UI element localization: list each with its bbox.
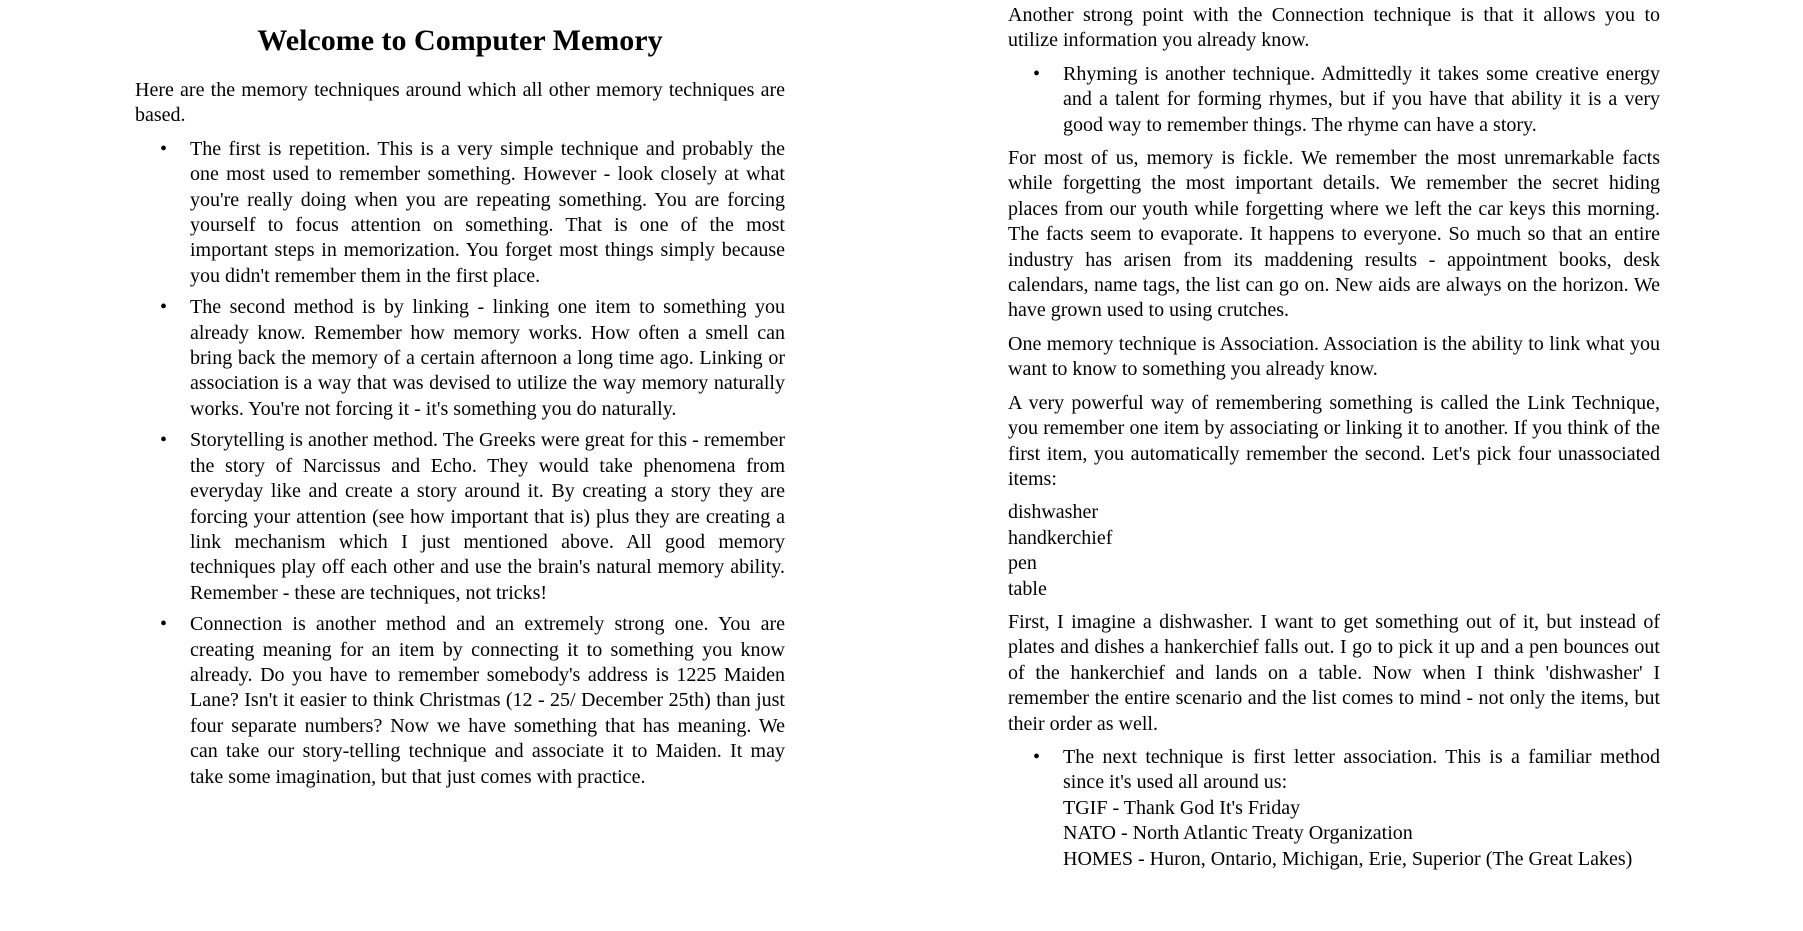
list-item-rhyming: • Rhyming is another technique. Admittedly it takes some creative energy and a talent for forming rhymes, but if you have that ability it is a very good way to remember things. The rhyme can have a story. (1063, 62, 1660, 138)
paragraph-memory-fickle: For most of us, memory is fickle. We remember the most unremarkable facts while forgetting the most important details. We remember the secret hiding places from our youth while forgetting where we left the car keys this morning. The facts seem to evaporate. It happens to everyone. So much so that an entire industry has arisen from its maddening results - appointment books, desk calendars, name tags, the list can go on. New aids are always on the horizon. We have grown used to using crutches. (1008, 147, 1660, 322)
right-column (1008, 0, 1660, 880)
page-title: Welcome to Computer Memory (257, 24, 663, 57)
acronym-nato: NATO - North Atlantic Treaty Organization (1063, 822, 1413, 845)
acronym-homes: HOMES - Huron, Ontario, Michigan, Erie, Superior (The Great Lakes) (1063, 847, 1633, 870)
paragraph-association: One memory technique is Association. Association is the ability to link what you want to know to something you already know. (1008, 332, 1660, 381)
intro-paragraph: Here are the memory techniques around which all other memory techniques are based. (135, 79, 785, 127)
list-item-linking: • The second method is by linking - linking one item to something you already know. Remember how memory works. How often a smell can bring back the memory of a certain afternoon a long time ago. Linking or association is a way that was devised to utilize the way memory naturally works. You're not forcing it - it's something you do naturally. (190, 295, 785, 422)
unassociated-items-list (1008, 500, 1660, 602)
first-letter-list (1008, 745, 1660, 872)
unassociated-item: pen (1008, 552, 1037, 575)
memory-techniques-list (135, 137, 785, 790)
list-item-storytelling: • Storytelling is another method. The Greeks were great for this - remember the story of Narcissus and Echo. They would take phenomena from everyday like and create a story around it. By creating a story they are forcing your attention (see how important that is) plus they are creating a link mechanism which I just mentioned above. All good memory techniques play off each other and use the brain's natural memory ability. Remember - these are techniques, not tricks! (190, 428, 785, 606)
paragraph-connection-strong-point: Another strong point with the Connection technique is that it allows you to utilize information you already know. (1008, 4, 1660, 52)
paragraph-scenario: First, I imagine a dishwasher. I want to get something out of it, but instead of plates and dishes a hankerchief falls out. I go to pick it up and a pen bounces out of the hankerchief and lands on a table. Now when I think 'dishwasher' I remember the entire scenario and the list comes to mind - not only the items, but their order as well. (1008, 610, 1660, 735)
rhyming-list (1008, 62, 1660, 138)
paragraph-link-technique: A very powerful way of remembering something is called the Link Technique, you remember one item by associating or linking it to another. If you think of the first item, you automatically remember the second. Let's pick four unassociated items: (1008, 391, 1660, 490)
list-item-connection: • Connection is another method and an extremely strong one. You are creating meaning for an item by connecting it to something you know already. Do you have to remember somebody's address is 1225 Maiden Lane? Isn't it easier to think Christmas (12 - 25/ December 25th) than just four separate numbers? Now we have something that has meaning. We can take our story-telling technique and associate it to Maiden. It may take some imagination, but that just comes with practice. (190, 612, 785, 790)
list-item-repetition: • The first is repetition. This is a very simple technique and probably the one most used to remember something. However - look closely at what you're really doing when you are repeating something. You are forcing yourself to focus attention on something. That is one of the most important steps in memorization. You forget most things simply because you didn't remember them in the first place. (190, 137, 785, 289)
first-letter-intro: The next technique is first letter association. This is a familiar method since it's used all around us: (1063, 745, 1660, 794)
unassociated-item: handkerchief (1008, 526, 1113, 549)
list-item-first-letter (1063, 745, 1660, 872)
left-column (135, 0, 785, 798)
unassociated-item: dishwasher (1008, 501, 1098, 524)
unassociated-item: table (1008, 577, 1047, 600)
acronym-tgif: TGIF - Thank God It's Friday (1063, 796, 1301, 819)
